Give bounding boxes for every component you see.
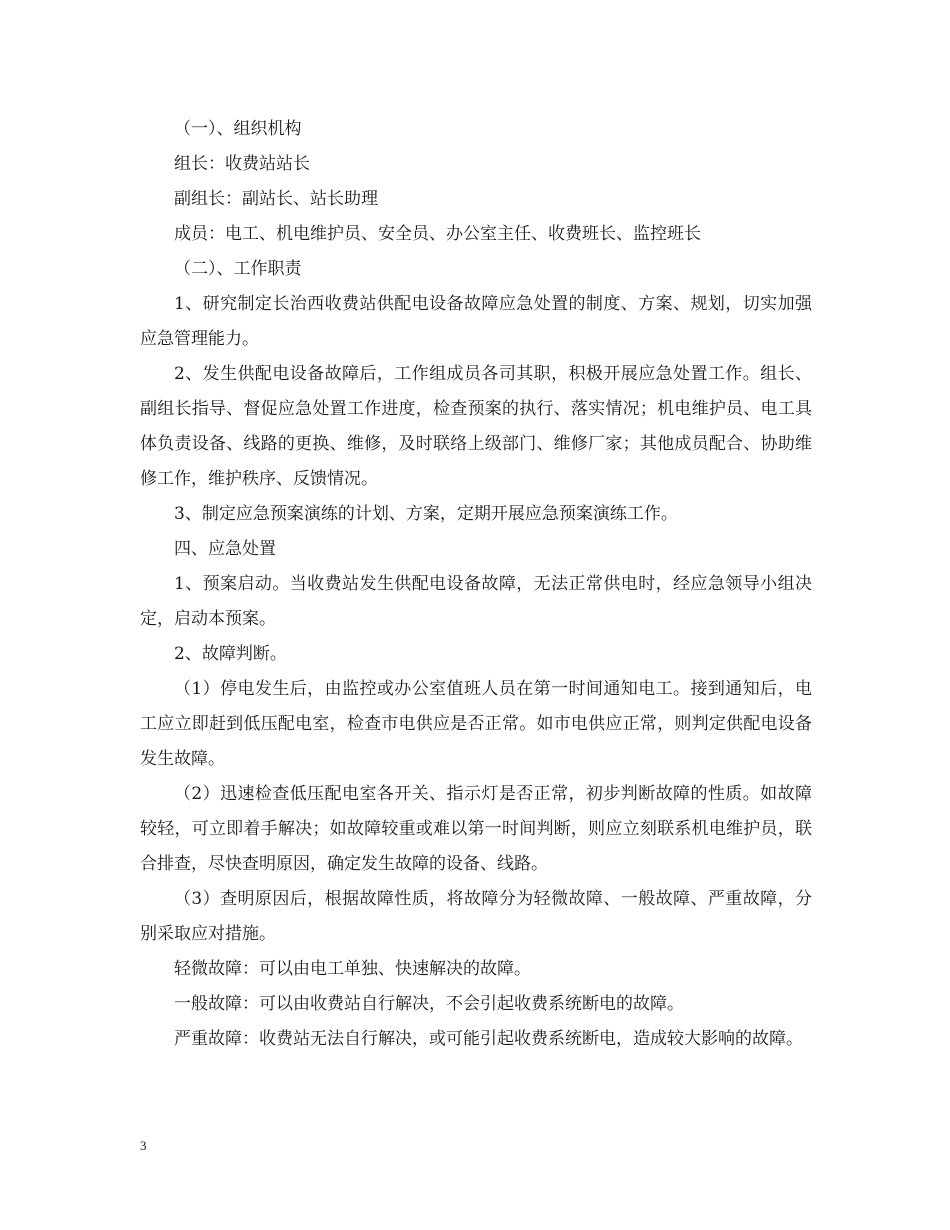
section-heading-emergency-response: 四、应急处置 (174, 539, 276, 559)
paragraph-duty-1: 1、研究制定长治西收费站供配电设备故障应急处置的制度、方案、规划，切实加强应急管理能力。 (140, 294, 812, 349)
paragraph-plan-activation: 1、预案启动。当收费站发生供配电设备故障，无法正常供电时，经应急领导小组决定，启动本预案。 (140, 574, 812, 629)
paragraph-step-1: （1）停电发生后，由监控或办公室值班人员在第一时间通知电工。接到通知后，电工应立即赶到低压配电室，检查市电供应是否正常。如市电供应正常，则判定供配电设备发生故障。 (140, 679, 812, 769)
paragraph-step-3: （3）查明原因后，根据故障性质，将故障分为轻微故障、一般故障、严重故障，分别采取应对措施。 (140, 889, 812, 944)
paragraph-members: 成员：电工、机电维护员、安全员、办公室主任、收费班长、监控班长 (174, 224, 701, 244)
section-heading-duties: （二）、工作职责 (174, 259, 302, 279)
document-body (140, 112, 812, 1057)
page-number: 3 (140, 1138, 147, 1153)
paragraph-duty-2: 2、发生供配电设备故障后，工作组成员各司其职，积极开展应急处置工作。组长、副组长指导、督促应急处置工作进度，检查预案的执行、落实情况；机电维护员、电工具体负责设备、线路的更换、维修，及时联络上级部门、维修厂家；其他成员配合、协助维修工作，维护秩序、反馈情况。 (140, 364, 812, 489)
paragraph-fault-judgment: 2、故障判断。 (174, 644, 287, 664)
paragraph-step-2: （2）迅速检查低压配电室各开关、指示灯是否正常，初步判断故障的性质。如故障较轻，可立即着手解决；如故障较重或难以第一时间判断，则应立刻联系机电维护员，联合排查，尽快查明原因，确定发生故障的设备、线路。 (140, 784, 812, 874)
paragraph-minor-fault: 轻微故障：可以由电工单独、快速解决的故障。 (174, 959, 531, 979)
section-heading-organization: （一）、组织机构 (174, 119, 302, 139)
paragraph-general-fault: 一般故障：可以由收费站自行解决，不会引起收费系统断电的故障。 (174, 994, 684, 1014)
paragraph-serious-fault: 严重故障：收费站无法自行解决，或可能引起收费系统断电，造成较大影响的故障。 (174, 1029, 803, 1049)
paragraph-team-leader: 组长：收费站站长 (174, 154, 310, 174)
paragraph-deputy-leader: 副组长：副站长、站长助理 (174, 189, 378, 209)
paragraph-duty-3: 3、制定应急预案演练的计划、方案，定期开展应急预案演练工作。 (174, 504, 678, 524)
